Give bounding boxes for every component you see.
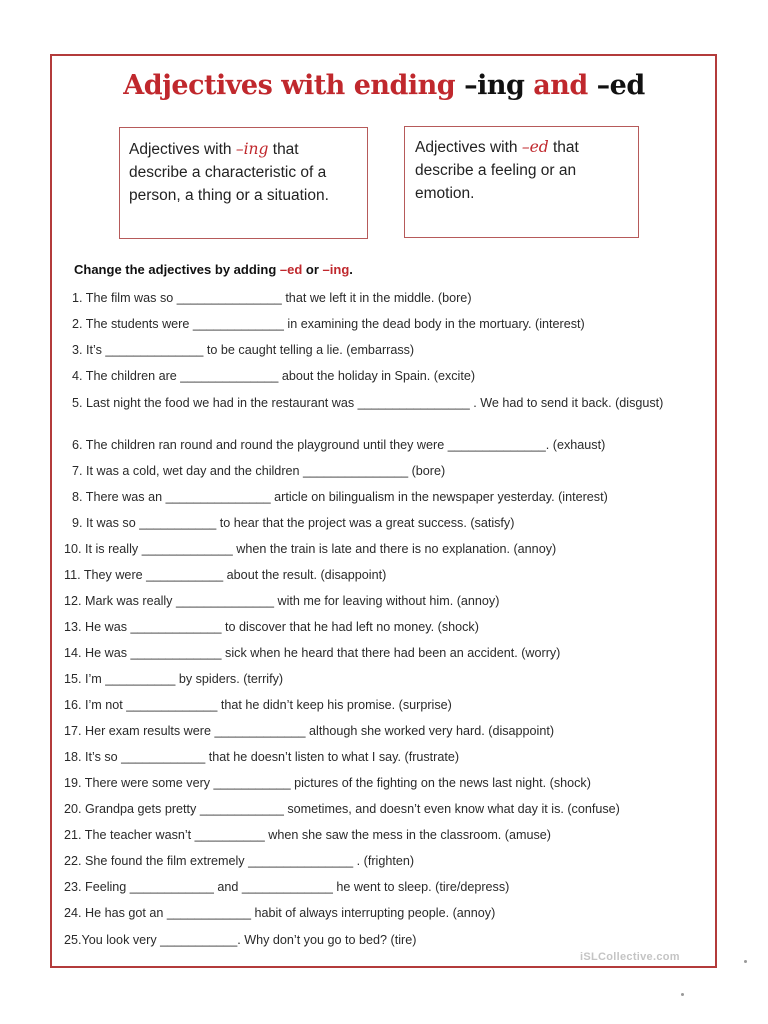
- exercise-11: 11. They were ___________ about the result. (disappoint): [64, 568, 387, 582]
- watermark-logo: iSLCollective.com: [580, 951, 680, 963]
- ing-box-suffix: –ing: [235, 140, 269, 158]
- ed-box-suffix: –ed: [521, 138, 549, 156]
- scan-speck: [681, 993, 684, 996]
- exercise-9: 9. It was so ___________ to hear that the project was a great success. (satisfy): [72, 516, 515, 530]
- instruction-ed: –ed: [279, 262, 303, 277]
- ing-definition-box: [119, 127, 368, 239]
- ed-box-post: that describe a feeling or an emotion.: [415, 139, 579, 202]
- exercise-8: 8. There was an _______________ article on bilingualism in the newspaper yesterday. (interest): [72, 490, 608, 504]
- exercise-20: 20. Grandpa gets pretty ____________ sometimes, and doesn’t even know what day it is. (confuse): [64, 802, 620, 816]
- exercise-22: 22. She found the film extremely _______________ . (frighten): [64, 854, 415, 868]
- exercise-14: 14. He was _____________ sick when he heard that there had been an accident. (worry): [64, 646, 561, 660]
- exercise-24: 24. He has got an ____________ habit of always interrupting people. (annoy): [64, 906, 496, 920]
- exercise-19: 19. There were some very ___________ pictures of the fighting on the news last night. (shock): [64, 776, 591, 790]
- title-part-3: and: [533, 70, 597, 101]
- instruction-or: or: [302, 262, 323, 277]
- scan-speck: [744, 960, 747, 963]
- ed-box-pre: Adjectives with: [415, 139, 522, 156]
- instruction-ing: –ing: [322, 262, 350, 277]
- exercise-21: 21. The teacher wasn’t __________ when she saw the mess in the classroom. (amuse): [64, 828, 551, 842]
- exercise-13: 13. He was _____________ to discover that he had left no money. (shock): [64, 620, 479, 634]
- exercise-6: 6. The children ran round and round the playground until they were ______________. (exhaust): [72, 438, 606, 452]
- instruction-pre: Change the adjectives by adding: [74, 262, 280, 277]
- exercise-23: 23. Feeling ____________ and _____________ he went to sleep. (tire/depress): [64, 880, 510, 894]
- exercise-10: 10. It is really _____________ when the train is late and there is no explanation. (annoy): [64, 542, 557, 556]
- instructions: [74, 262, 353, 277]
- ed-definition-box: [404, 126, 639, 238]
- title-part-1: Adjectives with ending: [123, 70, 465, 101]
- exercise-25: 25.You look very ___________. Why don’t you go to bed? (tire): [64, 933, 417, 947]
- title-part-4: –ed: [596, 70, 645, 101]
- exercise-2: 2. The students were _____________ in examining the dead body in the mortuary. (interest): [72, 317, 585, 331]
- exercise-5: 5. Last night the food we had in the restaurant was ________________ . We had to send it back. (disgust): [72, 396, 664, 410]
- exercise-12: 12. Mark was really ______________ with me for leaving without him. (annoy): [64, 594, 500, 608]
- exercise-17: 17. Her exam results were _____________ although she worked very hard. (disappoint): [64, 724, 555, 738]
- exercise-3: 3. It’s ______________ to be caught telling a lie. (embarrass): [72, 343, 415, 357]
- exercise-1: 1. The film was so _______________ that we left it in the middle. (bore): [72, 291, 472, 305]
- exercise-7: 7. It was a cold, wet day and the children _______________ (bore): [72, 464, 446, 478]
- worksheet-title: [0, 70, 768, 101]
- exercise-15: 15. I’m __________ by spiders. (terrify): [64, 672, 284, 686]
- ing-box-pre: Adjectives with: [129, 141, 236, 158]
- ing-box-post: that describe a characteristic of a person, a thing or a situation.: [129, 141, 329, 204]
- exercise-16: 16. I’m not _____________ that he didn’t keep his promise. (surprise): [64, 698, 452, 712]
- instruction-end: .: [349, 262, 353, 277]
- exercise-4: 4. The children are ______________ about the holiday in Spain. (excite): [72, 369, 476, 383]
- title-part-2: –ing: [464, 70, 534, 101]
- exercise-18: 18. It’s so ____________ that he doesn’t listen to what I say. (frustrate): [64, 750, 460, 764]
